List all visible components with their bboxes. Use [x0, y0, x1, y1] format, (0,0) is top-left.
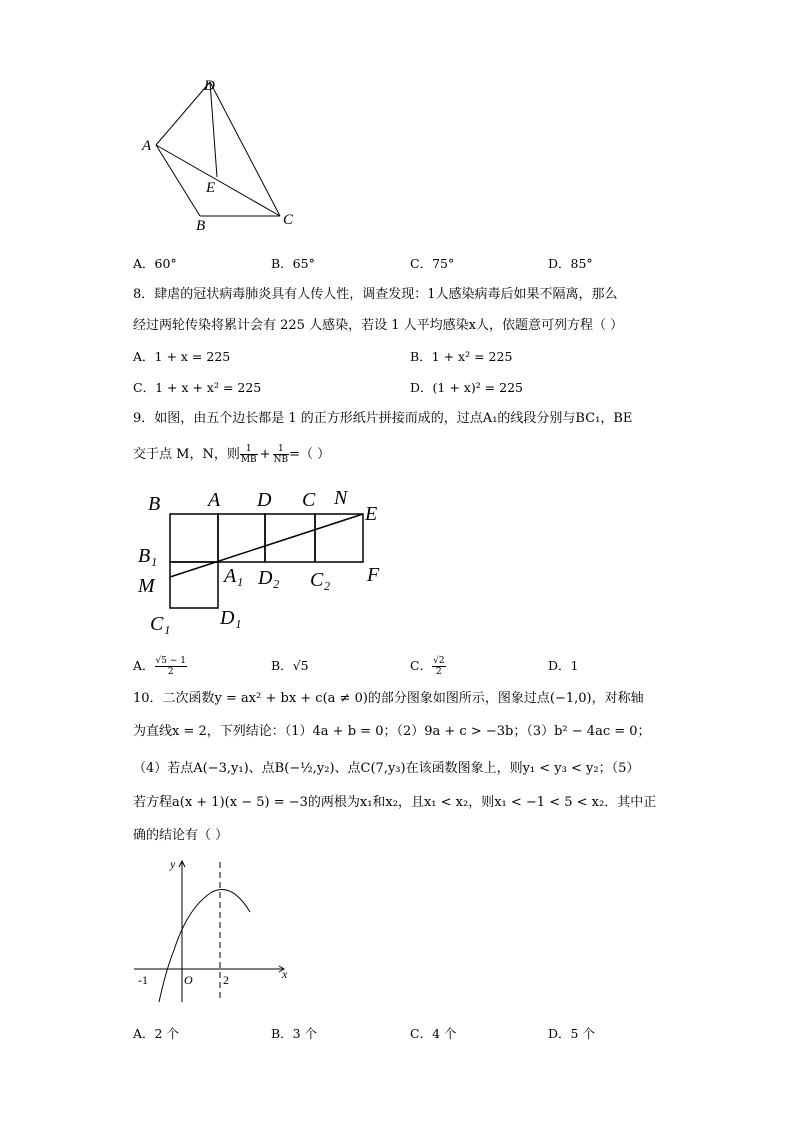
- squares-figure: [130, 482, 400, 642]
- q9-option-a: A． $\frac{√5 - 1}{2}$: [133, 656, 186, 677]
- q10-line5: 确的结论有（ ）: [133, 828, 229, 843]
- sq-label-B1: B₁: [138, 545, 158, 567]
- graph-label-neg1: -1: [138, 973, 148, 987]
- sq-label-C1: C₁: [150, 613, 171, 635]
- q9-option-a-frac: $\frac{√5 - 1}{2}$: [155, 656, 186, 677]
- graph-label-2: 2: [223, 973, 229, 987]
- q9-frac-nb: $\frac{1}{NB}$: [273, 444, 289, 465]
- q9-line2-suffix: =（ ）: [289, 447, 331, 462]
- label-D: D: [204, 78, 215, 94]
- label-E: E: [206, 180, 216, 196]
- q7-option-d: D．85°: [548, 256, 593, 271]
- label-A: A: [142, 138, 152, 154]
- q8-option-d: D．(1 + x)² = 225: [410, 380, 523, 395]
- sq-label-A: A: [208, 489, 221, 511]
- sq-label-A1: A₁: [224, 565, 244, 587]
- q10-line3: （4）若点A(−3,y₁)、点B(−½,y₂)、点C(7,y₃)在该函数图象上，则y₁ < y₃ < y₂；（5）: [133, 761, 640, 776]
- graph-label-origin: O: [184, 973, 193, 987]
- label-C: C: [283, 212, 294, 228]
- q10-option-a: A．2 个: [133, 1026, 179, 1041]
- q7-option-a: A．60°: [133, 256, 177, 271]
- label-B: B: [196, 218, 206, 234]
- q9-frac-mb: $\frac{1}{MB}$: [240, 444, 257, 465]
- q9-plus: +: [259, 447, 271, 462]
- triangle-figure: [130, 70, 310, 240]
- sq-label-D: D: [257, 489, 272, 511]
- q9-option-c: C． $\frac{√2}{2}$: [410, 656, 445, 677]
- parabola-graph: [128, 852, 298, 1012]
- q8-option-c: C．1 + x + x² = 225: [133, 380, 262, 395]
- q8-option-a: A．1 + x = 225: [133, 349, 231, 364]
- q9-option-c-frac: $\frac{√2}{2}$: [433, 656, 445, 677]
- q8-line2: 经过两轮传染将累计会有 225 人感染，若设 1 人平均感染x人，依题意可列方程（ ）: [133, 318, 624, 333]
- sq-label-D2: D₂: [258, 567, 280, 589]
- q10-option-c: C．4 个: [410, 1026, 457, 1041]
- graph-label-x: x: [282, 967, 288, 981]
- q10-line1: 10．二次函数y = ax² + bx + c(a ≠ 0)的部分图象如图所示，图象过点(−1,0)，对称轴: [133, 691, 644, 706]
- sq-label-C2: C₂: [310, 569, 331, 591]
- q9-option-d: D．1: [548, 658, 579, 673]
- parabola-curve: [159, 890, 250, 1003]
- q10-line4: 若方程a(x + 1)(x − 5) = −3的两根为x₁和x₂，且x₁ < x₂，则x₁ < −1 < 5 < x₂．其中正: [133, 795, 657, 810]
- q8-line1: 8．肆虐的冠状病毒肺炎具有人传人性，调查发现：1人感染病毒后如果不隔离，那么: [133, 287, 618, 302]
- q7-option-c: C．75°: [410, 256, 455, 271]
- q8-option-b: B．1 + x² = 225: [410, 349, 513, 364]
- q7-option-b: B．65°: [271, 256, 315, 271]
- q9-line2-prefix: 交于点 M，N，则: [133, 447, 240, 462]
- q10-option-b: B．3 个: [271, 1026, 318, 1041]
- q9-option-b: B．√5: [271, 658, 309, 673]
- q9-line1: 9．如图，由五个边长都是 1 的正方形纸片拼接而成的，过点A₁的线段分别与BC₁，BE: [133, 411, 633, 426]
- sq-label-E: E: [365, 503, 378, 525]
- sq-label-F: F: [367, 564, 380, 586]
- q10-option-d: D．5 个: [548, 1026, 595, 1041]
- sq-label-D1: D₁: [220, 607, 242, 629]
- sq-label-M: M: [138, 575, 155, 597]
- graph-label-y: y: [170, 857, 176, 871]
- q9-line2: [133, 444, 330, 465]
- sq-label-N: N: [334, 487, 348, 509]
- sq-label-B: B: [148, 493, 161, 515]
- q10-line2: 为直线x = 2，下列结论：（1）4a + b = 0；（2）9a + c > −3b；（3）b² − 4ac = 0；: [133, 724, 651, 739]
- sq-label-C: C: [302, 489, 316, 511]
